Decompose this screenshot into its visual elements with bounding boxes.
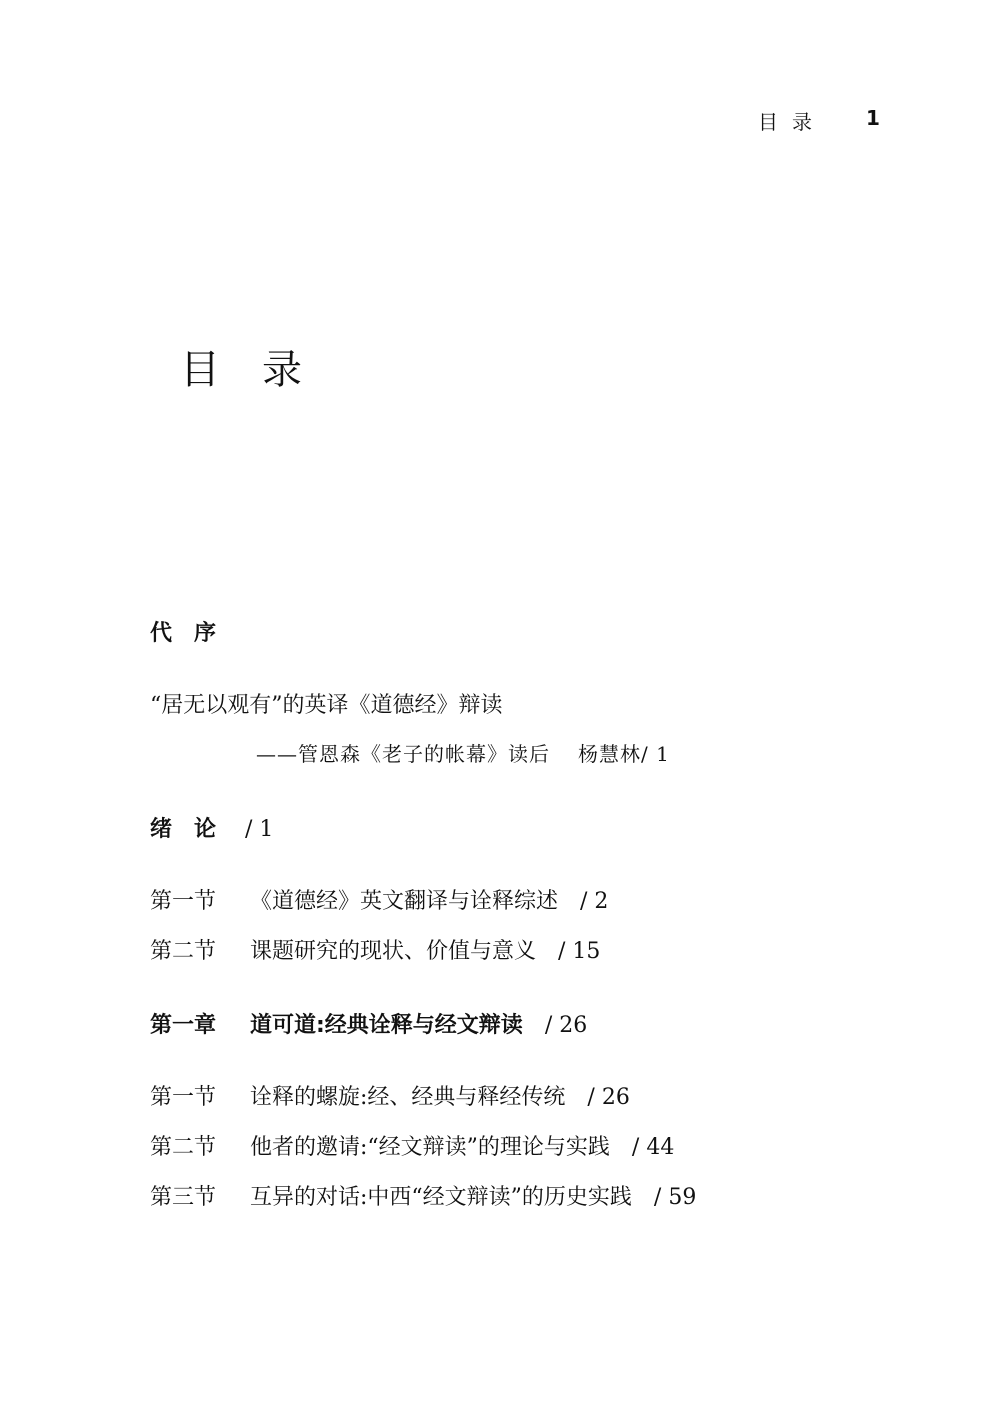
page-title: 目录 (180, 347, 344, 393)
toc-preface-subtitle-line (256, 738, 670, 767)
section-page: / 15 (558, 939, 601, 964)
section-label: 第一节 (150, 1085, 217, 1110)
intro-heading-label: 绪论 (150, 817, 239, 842)
intro-page: / 1 (245, 817, 274, 842)
section-title: 他者的邀请:“经文辩读”的理论与实践 (250, 1135, 610, 1160)
running-header-page-number: 1 (866, 106, 880, 130)
section-label: 第一节 (150, 889, 217, 914)
chapter-page: / 26 (544, 1013, 588, 1038)
toc-chapter1-section-3 (150, 1180, 696, 1211)
section-label: 第二节 (150, 1135, 217, 1160)
preface-author: 杨慧林 (578, 742, 641, 766)
toc-intro-section-2 (150, 934, 600, 965)
section-title: 《道德经》英文翻译与诠释综述 (250, 889, 559, 914)
running-header-title: 目录 (758, 110, 826, 134)
section-page: / 26 (587, 1085, 630, 1110)
section-page: / 59 (653, 1185, 697, 1210)
toc-chapter-1 (150, 1008, 587, 1039)
section-title: 诠释的螺旋:经、经典与释经传统 (250, 1085, 566, 1110)
section-page: / 44 (631, 1135, 675, 1160)
chapter-title: 道可道:经典诠释与经文辩读 (250, 1013, 523, 1038)
toc-chapter1-section-1 (150, 1080, 630, 1111)
section-page: / 2 (580, 889, 609, 914)
toc-preface-title: “居无以观有”的英译《道德经》辩读 (150, 693, 503, 718)
toc-intro-heading (150, 812, 273, 843)
toc-preface-heading (150, 616, 245, 647)
toc-chapter1-section-2 (150, 1130, 674, 1161)
section-label: 第二节 (150, 939, 217, 964)
section-title: 互异的对话:中西“经文辩读”的历史实践 (250, 1185, 632, 1210)
section-title: 课题研究的现状、价值与意义 (250, 939, 537, 964)
preface-subtitle: ——管恩森《老子的帐幕》读后 (256, 742, 550, 766)
preface-heading-label: 代序 (150, 621, 239, 646)
toc-intro-section-1 (150, 884, 608, 915)
chapter-label: 第一章 (150, 1013, 217, 1038)
section-label: 第三节 (150, 1185, 217, 1210)
preface-page: / 1 (641, 742, 670, 766)
